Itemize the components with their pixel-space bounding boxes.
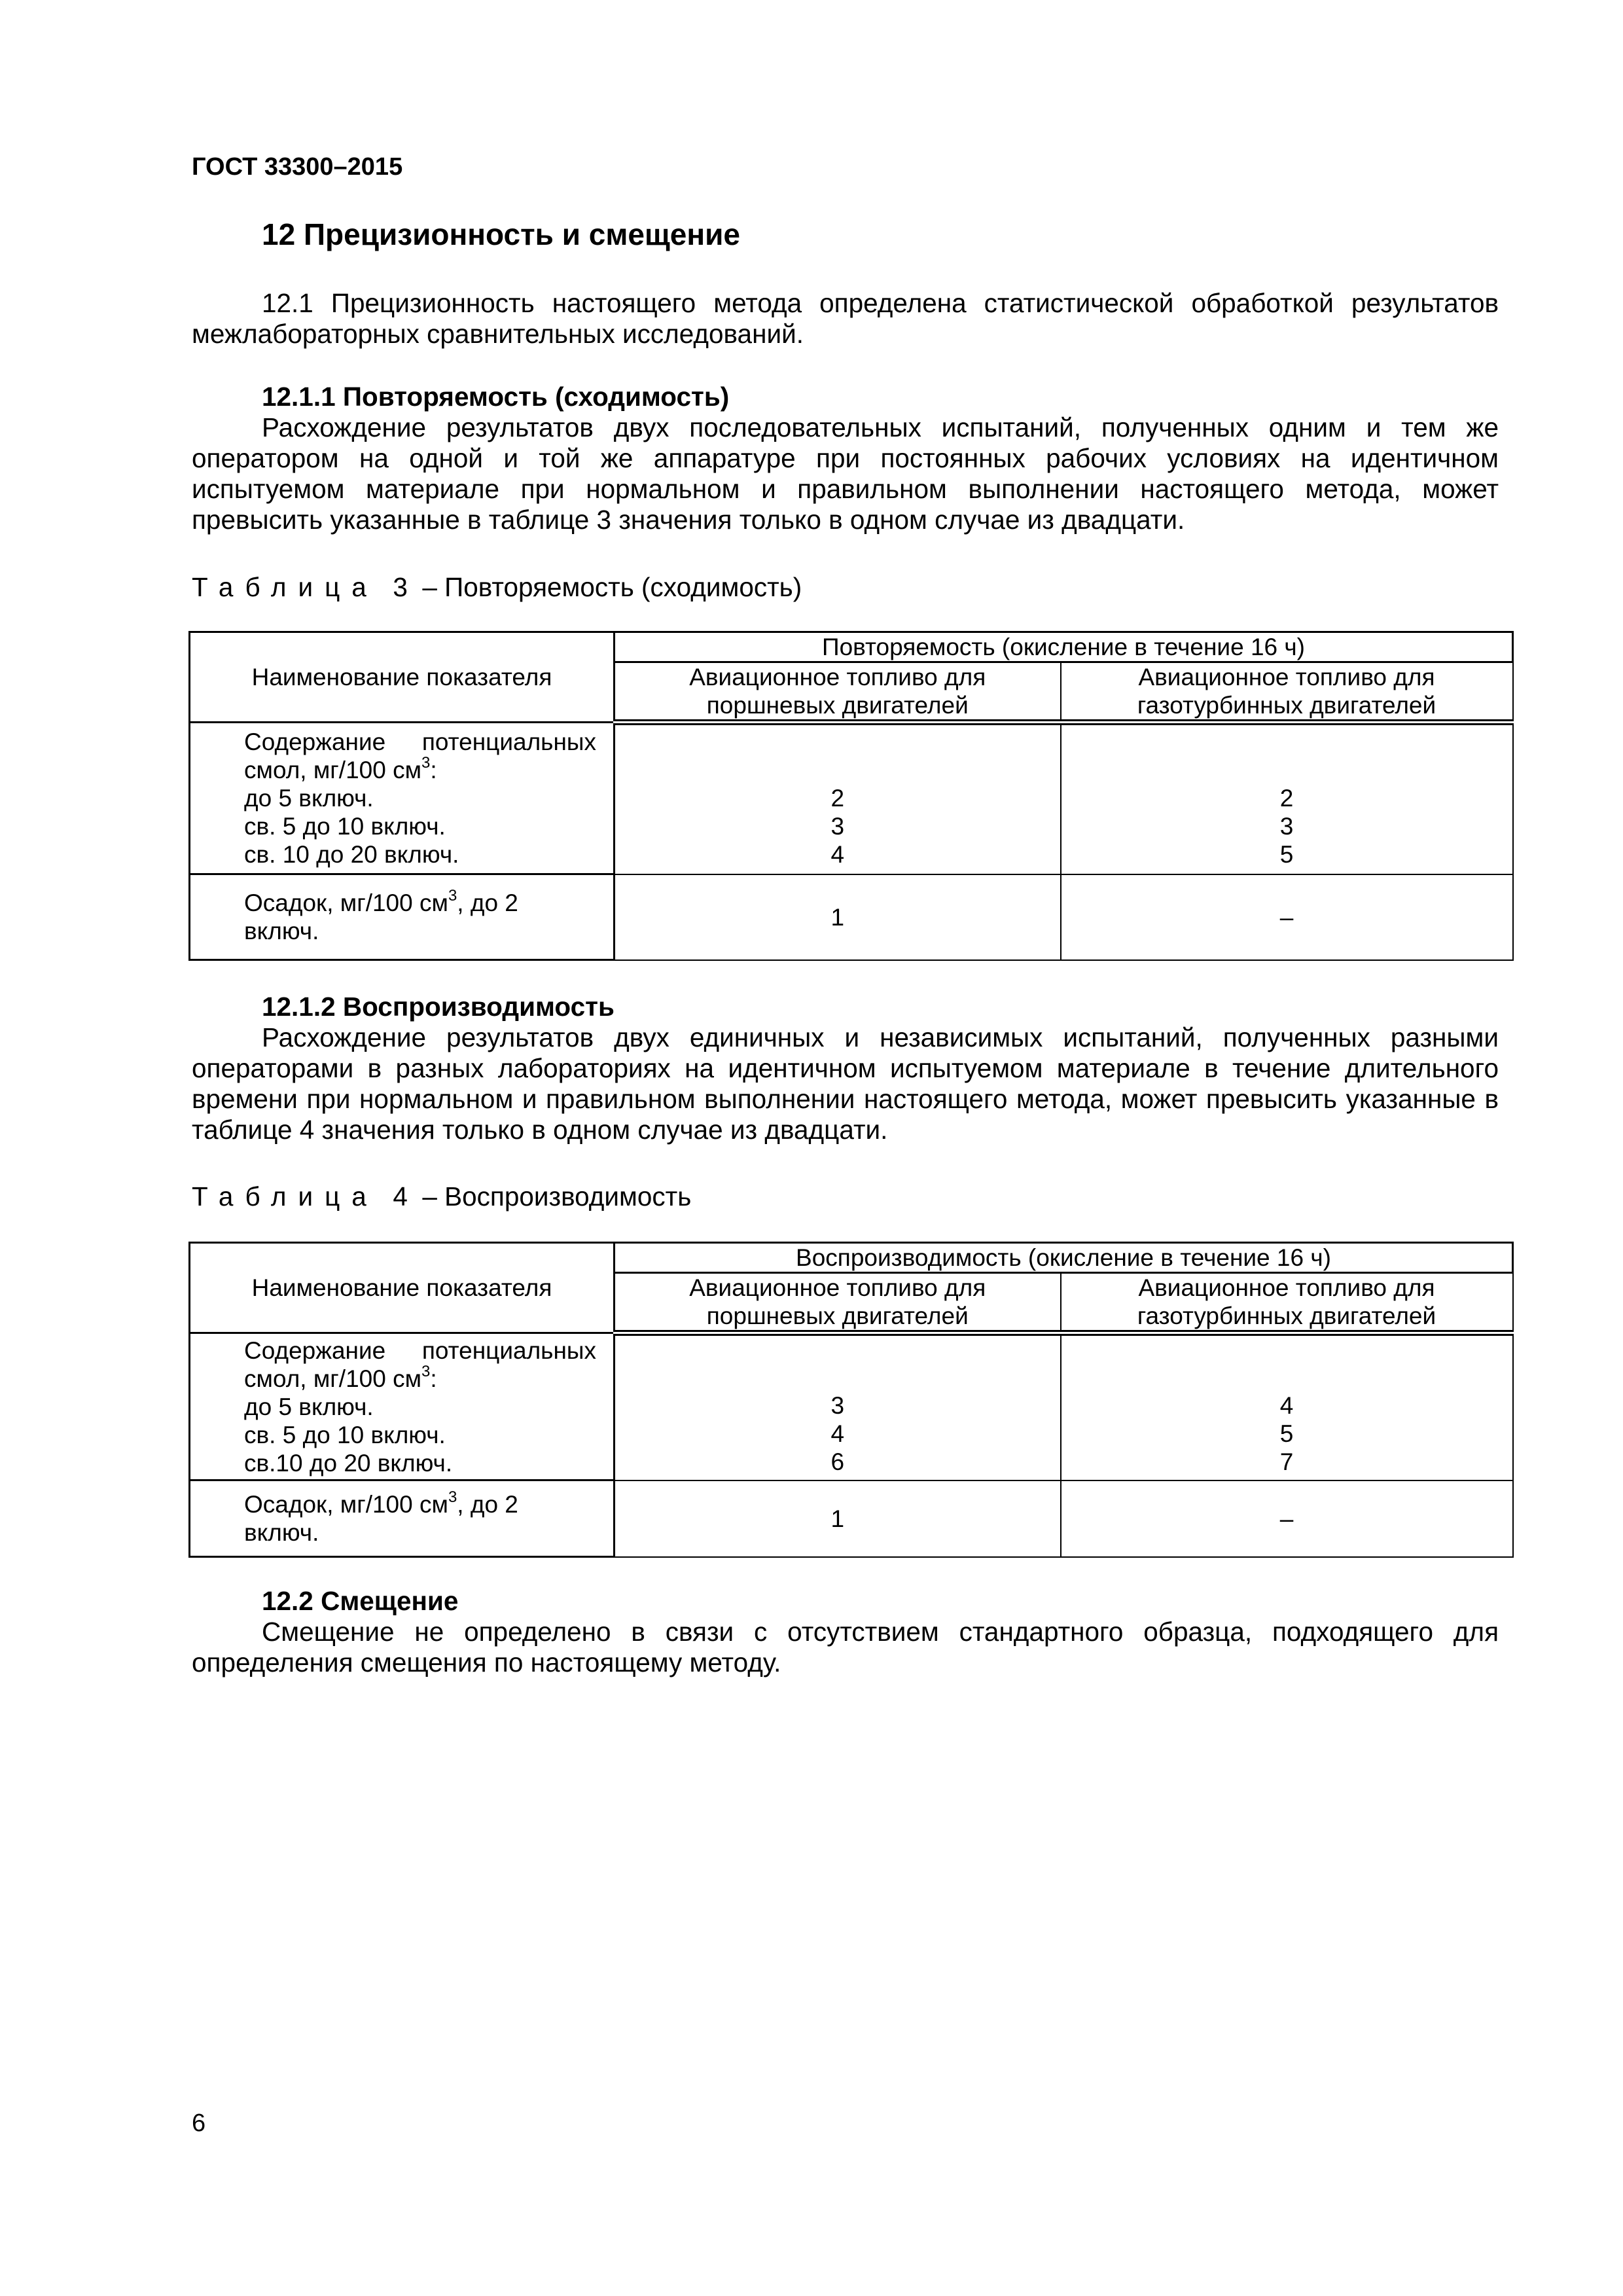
heading-reproducibility: 12.1.2 Воспроизводимость: [262, 992, 615, 1022]
table-3-repeatability: [188, 631, 1514, 961]
paragraph-bias: Смещение не определено в связи с отсутствием стандартного образца, подходящего для определения смещения по настоящему методу.: [192, 1617, 1499, 1677]
paragraph-reproducibility: Расхождение результатов двух единичных и независимых испытаний, полученных разными операторами в разных лабораториях на идентичном испытуемом материале в течение длительного времени при нормальном и правильном выполнении настоящего метода, может превысить указанные в таблице 4 значения только в одном случае из двадцати.: [192, 1022, 1499, 1145]
col2-header: Авиационное топливо для газотурбинных двигателей: [1061, 662, 1513, 723]
row-resin-content: Содержание потенциальных смол, мг/100 $см^3$: до 5 включ. св. 5 до 10 включ. св. 10 до 20 включ.: [190, 723, 615, 874]
col-name-header: Наименование показателя: [190, 1243, 615, 1333]
heading-repeatability: 12.1.1 Повторяемость (сходимость): [262, 382, 730, 412]
col1-header: Авиационное топливо для поршневых двигателей: [615, 1273, 1061, 1333]
row-resin-content: Содержание потенциальных смол, мг/100 $см^3$: до 5 включ. св. 5 до 10 включ. св.10 до 20 включ.: [190, 1333, 615, 1480]
col2-values: 4 5 7: [1061, 1333, 1513, 1480]
sediment-col1: 1: [615, 874, 1061, 960]
table3-caption: Таблица 3 – Повторяемость (сходимость): [192, 572, 802, 602]
group-header: Повторяемость (окисление в течение 16 ч): [615, 632, 1513, 662]
row-sediment: Осадок, мг/100 $см^3$, до 2 включ.: [190, 874, 615, 960]
row-sediment: Осадок, мг/100 $см^3$, до 2 включ.: [190, 1480, 615, 1557]
col1-values: 3 4 6: [615, 1333, 1061, 1480]
col2-header: Авиационное топливо для газотурбинных двигателей: [1061, 1273, 1513, 1333]
col-name-header: Наименование показателя: [190, 632, 615, 723]
page-number: 6: [192, 2109, 206, 2137]
paragraph-12-1: 12.1 Прецизионность настоящего метода определена статистической обработкой результатов межлабораторных сравнительных исследований.: [192, 288, 1499, 349]
sediment-col2: –: [1061, 1480, 1513, 1557]
col1-header: Авиационное топливо для поршневых двигателей: [615, 662, 1061, 723]
paragraph-repeatability: Расхождение результатов двух последовательных испытаний, полученных одним и тем же оператором на одной и той же аппаратуре при постоянных рабочих условиях на идентичном испытуемом материале при нормальном и правильном выполнении настоящего метода, может превысить указанные в таблице 3 значения только в одном случае из двадцати.: [192, 412, 1499, 535]
table4-caption: Таблица 4 – Воспроизводимость: [192, 1181, 692, 1211]
heading-bias: 12.2 Смещение: [262, 1586, 459, 1616]
group-header: Воспроизводимость (окисление в течение 16 ч): [615, 1243, 1513, 1273]
sediment-col1: 1: [615, 1480, 1061, 1557]
col2-values: 2 3 5: [1061, 723, 1513, 874]
col1-values: 2 3 4: [615, 723, 1061, 874]
table-4-reproducibility: [188, 1242, 1514, 1558]
sediment-col2: –: [1061, 874, 1513, 960]
section-title: 12 Прецизионность и смещение: [262, 217, 741, 251]
document-code: ГОСТ 33300–2015: [192, 153, 403, 181]
